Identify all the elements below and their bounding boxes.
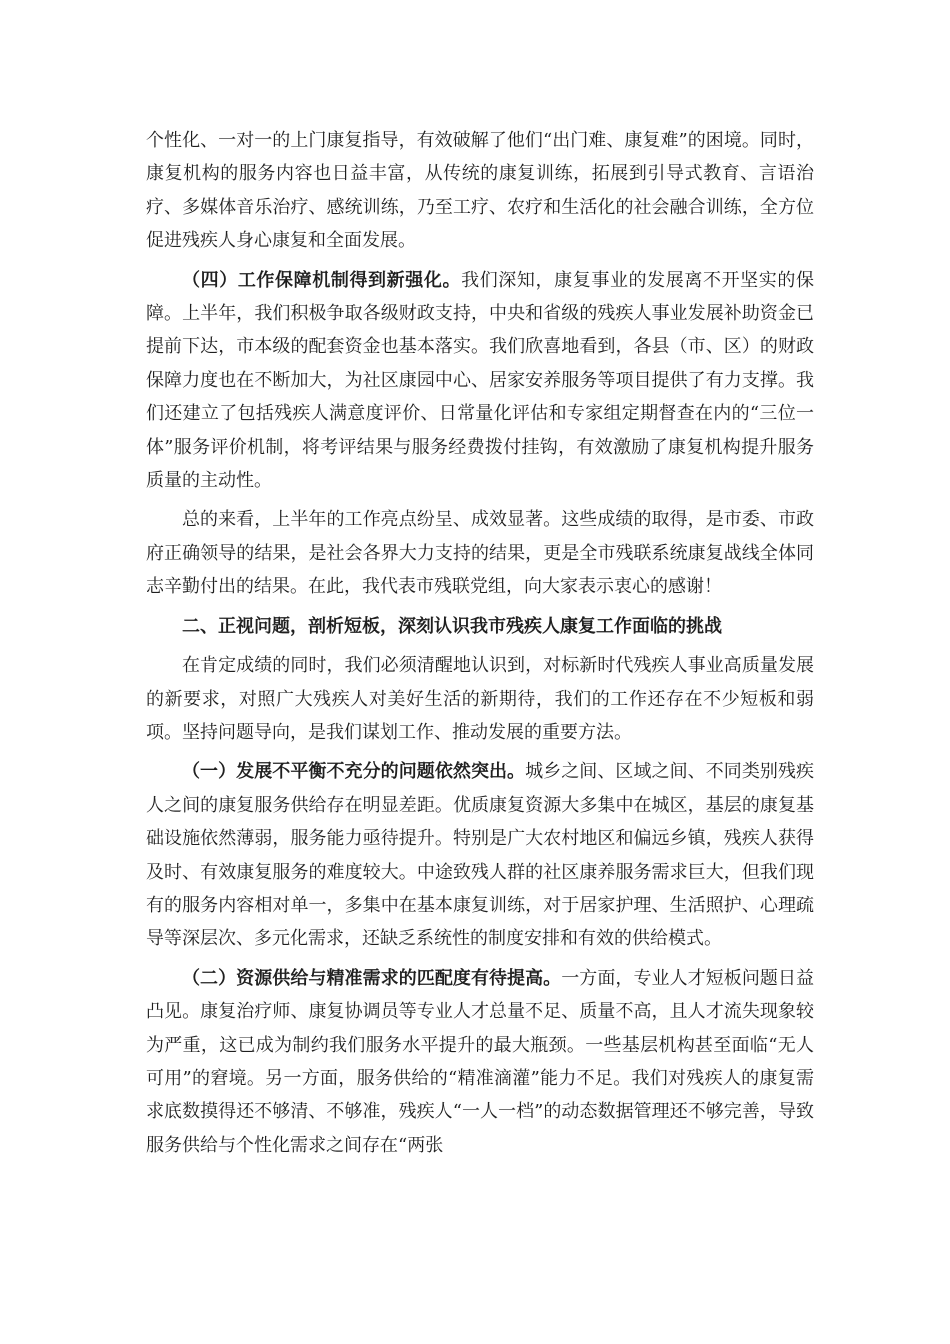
paragraph-4-text: 在肯定成绩的同时，我们必须清醒地认识到，对标新时代残疾人事业高质量发展的新要求，对照广大残疾人对美好生活的新期待，我们的工作还存在不少短板和弱项。坚持问题导向，是我们谋划工作、推动发展的重要方法。 xyxy=(146,655,814,743)
paragraph-3-text: 总的来看，上半年的工作亮点纷呈、成效显著。这些成绩的取得，是市委、市政府正确领导的结果，是社会各界大力支持的结果，更是全市残联系统康复战线全体同志辛勤付出的结果。在此，我代表市残联党组，向大家表示衷心的感谢！ xyxy=(146,509,814,598)
paragraph-4 xyxy=(146,649,814,749)
paragraph-5-text: 城乡之间、区域之间、不同类别残疾人之间的康复服务供给存在明显差距。优质康复资源大多集中在城区，基层的康复基础设施依然薄弱，服务能力亟待提升。特别是广大农村地区和偏远乡镇，残疾人获得及时、有效康复服务的难度较大。中途致残人群的社区康养服务需求巨大，但我们现有的服务内容相对单一，多集中在基本康复训练，对于居家护理、生活照护、心理疏导等深层次、多元化需求，还缺乏系统性的制度安排和有效的供给模式。 xyxy=(146,761,815,950)
paragraph-5-lead: （一）发展不平衡不充分的问题依然突出。 xyxy=(182,761,526,783)
paragraph-6-text: 一方面，专业人才短板问题日益凸见。康复治疗师、康复协调员等专业人才总量不足、质量不高，且人才流失现象较为严重，这已成为制约我们服务水平提升的最大瓶颈。一些基层机构甚至面临“无人可用”的窘境。另一方面，服务供给的“精准滴灌”能力不足。我们对残疾人的康复需求底数摸得还不够清、不够准，残疾人“一人一档”的动态数据管理还不够完善，导致服务供给与个性化需求之间存在“两张 xyxy=(146,967,814,1156)
document-body xyxy=(146,124,814,1168)
paragraph-1 xyxy=(146,124,814,258)
section-heading: 二、正视问题，剖析短板，深刻认识我市残疾人康复工作面临的挑战 xyxy=(182,615,722,637)
paragraph-1-text: 个性化、一对一的上门康复指导，有效破解了他们“出门难、康复难”的困境。同时，康复机构的服务内容也日益丰富，从传统的康复训练，拓展到引导式教育、言语治疗、多媒体音乐治疗、感统训练，乃至工疗、农疗和生活化的社会融合训练，全方位促进残疾人身心康复和全面发展。 xyxy=(146,130,814,252)
paragraph-2-lead: （四）工作保障机制得到新强化。 xyxy=(182,269,462,291)
paragraph-2 xyxy=(146,264,814,498)
paragraph-6-lead: （二）资源供给与精准需求的匹配度有待提高。 xyxy=(182,967,562,989)
paragraph-6 xyxy=(146,962,814,1162)
paragraph-3 xyxy=(146,503,814,603)
paragraph-2-text: 我们深知，康复事业的发展离不开坚实的保障。上半年，我们积极争取各级财政支持，中央和省级的残疾人事业发展补助资金已提前下达，市本级的配套资金也基本落实。我们欣喜地看到，各县（市、区）的财政保障力度也在不断加大，为社区康园中心、居家安养服务等项目提供了有力支撑。我们还建立了包括残疾人满意度评价、日常量化评估和专家组定期督查在内的“三位一体”服务评价机制，将考评结果与服务经费拨付挂钩，有效激励了康复机构提升服务质量的主动性。 xyxy=(146,269,815,492)
paragraph-5 xyxy=(146,755,814,955)
